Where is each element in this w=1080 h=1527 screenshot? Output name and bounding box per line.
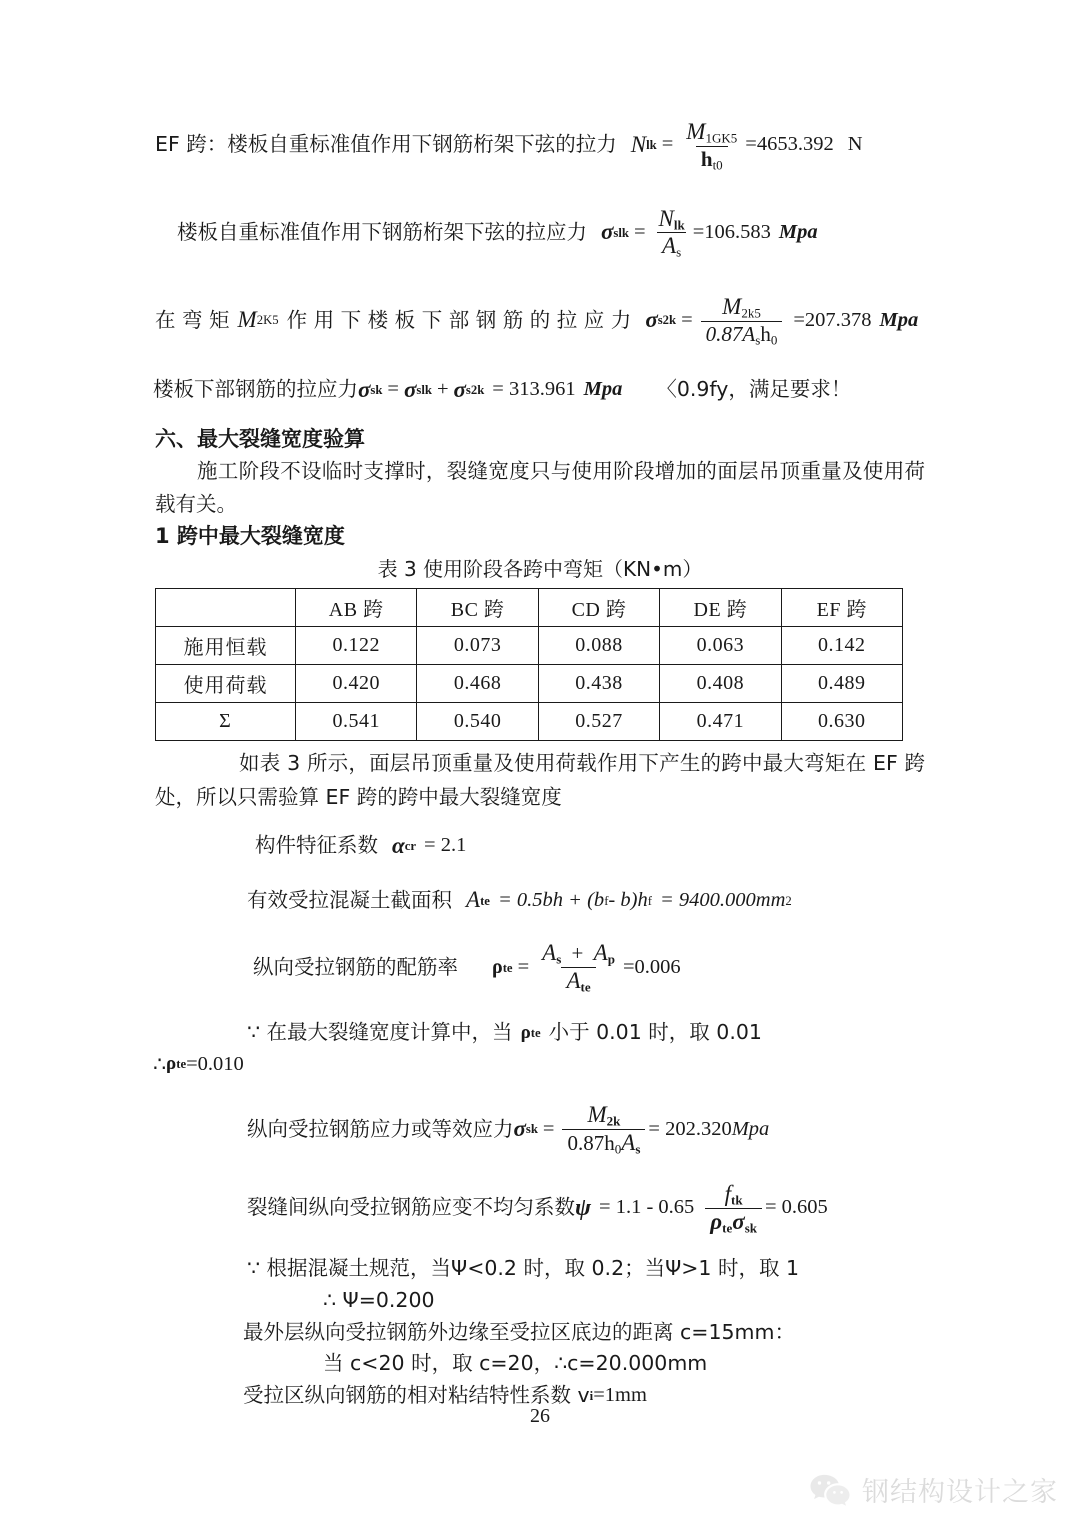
- formula-ef-span-math: N lk = $\frac{M_{1GK5}}{h_{t0}}$ =4653.392 N: [630, 119, 863, 173]
- symbol-h0: h: [760, 321, 771, 346]
- ate-unit: mm: [755, 889, 786, 912]
- fraction-M2k-over-087h0As: [562, 1103, 645, 1156]
- formula-moment-math: σ s2k = $\frac{M_{2k5}}{0.87A_sh_0}$ =207.378 Mpa: [645, 294, 919, 348]
- symbol-psi: ψ: [575, 1195, 592, 1222]
- table-cell: 0.541: [296, 703, 417, 741]
- table-col-blank: [156, 589, 296, 627]
- symbol-M2k-sub: 2k: [606, 1113, 621, 1129]
- formula-ef-span-label: EF 跨：楼板自重标准值作用下钢筋桁架下弦的拉力: [155, 132, 617, 157]
- section-heading-one: 1 跨中最大裂缝宽度: [155, 524, 345, 549]
- formula-moment-label-post: 作 用 下 楼 板 下 部 钢 筋 的 拉 应 力: [286, 307, 632, 332]
- symbol-As-sub: s: [755, 332, 761, 348]
- table-cell: 0.073: [417, 627, 538, 665]
- formula-lower-chord-math: σ slk = $\frac{N_{lk}}{A_s}$ =106.583 Mpa: [601, 205, 818, 260]
- psi-label: 裂缝间纵向受拉钢筋应变不均匀系数: [247, 1195, 575, 1220]
- symbol-sigma-den-sub: sk: [744, 1220, 757, 1236]
- table-row: [156, 665, 903, 703]
- bond-line-post: =1mm: [593, 1383, 647, 1406]
- rho-rule-line: ∵ 在最大裂缝宽度计算中，当 ρ te 小于 0.01 时，取 0.01: [247, 1019, 762, 1044]
- table-col-cd: CD 跨: [538, 589, 659, 627]
- formula-total-note: 〈0.9fy，满足要求！: [656, 377, 852, 402]
- sigma-sk-unit: Mpa: [731, 1117, 770, 1140]
- symbol-rho-den-sub: te: [722, 1220, 733, 1236]
- formula-total-value: = 313.961: [492, 378, 576, 401]
- symbol-M-num: M: [722, 294, 742, 320]
- symbol-Ap-num: A: [593, 940, 608, 966]
- table-cell: 0.088: [538, 627, 659, 665]
- alpha-cr-value: = 2.1: [424, 834, 467, 857]
- plus-sign: +: [436, 378, 449, 401]
- table-cell: 0.420: [296, 665, 417, 703]
- section-heading-six: 六、最大裂缝宽度验算: [155, 427, 365, 452]
- psi-value: = 0.605: [765, 1196, 828, 1219]
- formula-lower-chord-stress: [177, 207, 925, 260]
- table-row-label: 使用荷载: [156, 665, 296, 703]
- rho-te-label: 纵向受拉钢筋的配筋率: [253, 954, 458, 979]
- symbol-sigma-sk-2: σ: [513, 1116, 526, 1142]
- symbol-As-num: A: [542, 940, 557, 966]
- rho-te-math: ρ te = $\frac{A_s + A_p}{A_{te}}$ =0.006: [492, 940, 681, 995]
- formula-ate: [247, 886, 925, 915]
- formula-moment-label-pre: 在 弯 矩: [155, 307, 230, 332]
- symbol-M2K5: M: [237, 307, 257, 333]
- symbol-087h0-sub: 0: [614, 1141, 622, 1157]
- symbol-sigma-slk: σ: [403, 376, 417, 402]
- watermark-text: 钢结构设计之家: [862, 1477, 1058, 1508]
- symbol-Ate-den-sub: te: [580, 979, 591, 995]
- sigma-sk-label: 纵向受拉钢筋应力或等效应力: [247, 1116, 514, 1141]
- table-cell: 0.471: [660, 703, 781, 741]
- symbol-sigma-s2k: σ: [645, 307, 658, 333]
- table-col-ab: AB 跨: [296, 589, 417, 627]
- table-row: [156, 627, 903, 665]
- table-cell: 0.468: [417, 665, 538, 703]
- psi-math: [575, 1182, 828, 1235]
- table-cell: 0.540: [417, 703, 538, 741]
- table-cell: 0.063: [660, 627, 781, 665]
- symbol-087As: 0.87A: [705, 321, 756, 346]
- symbol-As-den2: A: [621, 1129, 636, 1155]
- ate-label: 有效受拉混凝土截面积: [247, 888, 452, 913]
- symbol-rho-den: ρ: [710, 1208, 723, 1234]
- symbol-sigma-sk: σ: [358, 376, 371, 402]
- sigma-sk-math: σ sk = $\frac{M_{2k}}{0.87h_0A_s}$ = 202.320 Mpa: [513, 1102, 770, 1157]
- table-cell: 0.438: [538, 665, 659, 703]
- table-cell: 0.489: [781, 665, 902, 703]
- table-row: [156, 703, 903, 741]
- symbol-N-num: N: [658, 205, 674, 231]
- plus-sign-rho: +: [571, 941, 584, 966]
- symbol-087h0: 0.87h: [567, 1130, 615, 1155]
- wechat-icon: [808, 1472, 852, 1508]
- table-row-label: 施用恒载: [156, 627, 296, 665]
- cover-rule-line: 当 c<20 时，取 c=20，∴c=20.000mm: [323, 1351, 708, 1376]
- symbol-rho-rule: ρ: [520, 1021, 531, 1043]
- formula-total-unit: Mpa: [583, 378, 623, 401]
- formula-lower-chord-value: =106.583: [692, 221, 771, 244]
- symbol-As-den2-sub: s: [635, 1141, 641, 1157]
- symbol-ftk-sub: tk: [731, 1192, 743, 1208]
- formula-moment-value: =207.378: [793, 308, 872, 331]
- formula-ef-span-unit: N: [847, 133, 863, 156]
- table-cell: 0.527: [538, 703, 659, 741]
- watermark: [808, 1470, 1058, 1509]
- formula-ef-span-value: =4653.392: [745, 133, 834, 156]
- symbol-ftk: f: [724, 1180, 732, 1206]
- symbol-As-num-sub: s: [556, 951, 562, 967]
- rho-result-value: =0.010: [186, 1052, 244, 1075]
- page-number: 26: [530, 1405, 550, 1427]
- symbol-N: N: [630, 131, 647, 157]
- psi-rule-line: ∵ 根据混凝土规范，当Ψ<0.2 时，取 0.2；当Ψ>1 时，取 1: [247, 1256, 800, 1281]
- formula-sigma-sk: [247, 1103, 925, 1156]
- alpha-cr-label: 构件特征系数: [255, 833, 378, 858]
- symbol-sigma-s2k-2: σ: [453, 376, 466, 402]
- table-cell: 0.630: [781, 703, 902, 741]
- symbol-Ap-num-sub: p: [607, 951, 615, 967]
- table-col-bc: BC 跨: [417, 589, 538, 627]
- symbol-rho: ρ: [492, 956, 503, 979]
- symbol-A: A: [662, 233, 677, 259]
- formula-alpha-cr: [255, 832, 925, 861]
- table-caption: 表 3 使用阶段各跨中弯矩（KN•m）: [377, 557, 703, 582]
- symbol-rho-result: ρ: [166, 1053, 177, 1075]
- symbol-h: h: [700, 146, 713, 171]
- symbol-M: M: [686, 119, 706, 144]
- symbol-sigma: σ: [601, 219, 614, 245]
- table-note-paragraph: 如表 3 所示，面层吊顶重量及使用荷载作用下产生的跨中最大弯矩在 EF 跨处，所以只需验算 EF 跨的跨中最大裂缝宽度: [155, 751, 925, 809]
- equals-sign: =: [387, 378, 399, 401]
- table-header-row: [156, 589, 903, 627]
- fraction-ftk-over-rho-sigma: [705, 1182, 762, 1235]
- ate-expr-eq: = 0.5bh + (b: [497, 889, 605, 912]
- rho-rule-pre: ∵ 在最大裂缝宽度计算中，当: [247, 1019, 513, 1044]
- psi-expr: = 1.1 - 0.65: [599, 1196, 695, 1219]
- table-col-de: DE 跨: [660, 589, 781, 627]
- table-cell: 0.408: [660, 665, 781, 703]
- symbol-M-num-sub: 2k5: [741, 305, 761, 321]
- formula-total-math: σ sk = σ slk + σ s2k = 313.961 Mpa: [358, 376, 622, 405]
- fraction-M2k5-over-087Ash0: [701, 295, 783, 346]
- formula-lower-chord-label: 楼板自重标准值作用下钢筋桁架下弦的拉应力: [177, 220, 587, 245]
- formula-total-label: 楼板下部钢筋的拉应力: [153, 377, 358, 402]
- table-col-ef: EF 跨: [781, 589, 902, 627]
- bond-coefficient-line: 受拉区纵向钢筋的相对粘结特性系数 v i =1mm: [243, 1382, 647, 1407]
- symbol-h-sub: t0: [712, 157, 723, 173]
- moment-table: [155, 588, 903, 741]
- fraction-As-Ap-over-Ate: [537, 941, 620, 994]
- symbol-sigma-den: σ: [732, 1208, 745, 1234]
- formula-lower-chord-unit: Mpa: [778, 221, 818, 244]
- ate-result: = 9400.000: [659, 889, 756, 912]
- sigma-sk-value: = 202.320: [648, 1117, 732, 1140]
- rho-result-line: ∴ ρ te =0.010: [153, 1051, 244, 1076]
- symbol-M2k: M: [587, 1102, 607, 1128]
- bond-line-pre: 受拉区纵向钢筋的相对粘结特性系数 v: [243, 1382, 590, 1407]
- formula-rho-te: [253, 941, 925, 994]
- section-intro-paragraph: 施工阶段不设临时支撑时，裂缝宽度只与使用阶段增加的面层吊顶重量及使用荷载有关。: [155, 458, 925, 516]
- symbol-h0-sub: 0: [770, 332, 778, 348]
- cover-distance-line: 最外层纵向受拉钢筋外边缘至受拉区底边的距离 c=15mm：: [243, 1319, 795, 1344]
- alpha-cr-math: α cr = 2.1: [392, 832, 466, 861]
- page-content: [155, 120, 925, 1409]
- formula-psi: [247, 1182, 925, 1235]
- psi-result-line: ∴ Ψ=0.200: [323, 1288, 435, 1313]
- symbol-N-num-sub: lk: [673, 217, 685, 233]
- formula-bottom-rebar-stress: 在 弯 矩 M 2K5 作 用 下 楼 板 下 部 钢 筋 的 拉 应 力 σ s2k = $\frac{M_{2k5}}{0.87A_sh_0}$ =207.378 Mpa: [155, 294, 919, 348]
- table-cell: 0.142: [781, 627, 902, 665]
- rho-te-value: =0.006: [622, 955, 681, 978]
- fraction-M-over-h: [681, 120, 742, 171]
- formula-ef-span-tension: [155, 120, 925, 171]
- symbol-Ate-den: A: [566, 968, 581, 994]
- formula-total-stress: [153, 376, 925, 405]
- rho-rule-post: 小于 0.01 时，取 0.01: [548, 1019, 762, 1044]
- table-row-label: Σ: [156, 703, 296, 741]
- symbol-Ate: A: [466, 887, 481, 913]
- ate-expr-mid: - b)h: [608, 889, 648, 912]
- symbol-M-sub: 1GK5: [705, 130, 738, 146]
- symbol-alpha: α: [392, 832, 405, 858]
- table-cell: 0.122: [296, 627, 417, 665]
- rho-result-pre: ∴: [153, 1051, 167, 1076]
- formula-moment-unit: Mpa: [879, 308, 919, 331]
- fraction-N-over-A: [654, 207, 690, 260]
- ate-math: A te = 0.5bh + (b f - b)h f = 9400.000 mm 2: [466, 886, 792, 915]
- symbol-A-sub: s: [676, 244, 682, 260]
